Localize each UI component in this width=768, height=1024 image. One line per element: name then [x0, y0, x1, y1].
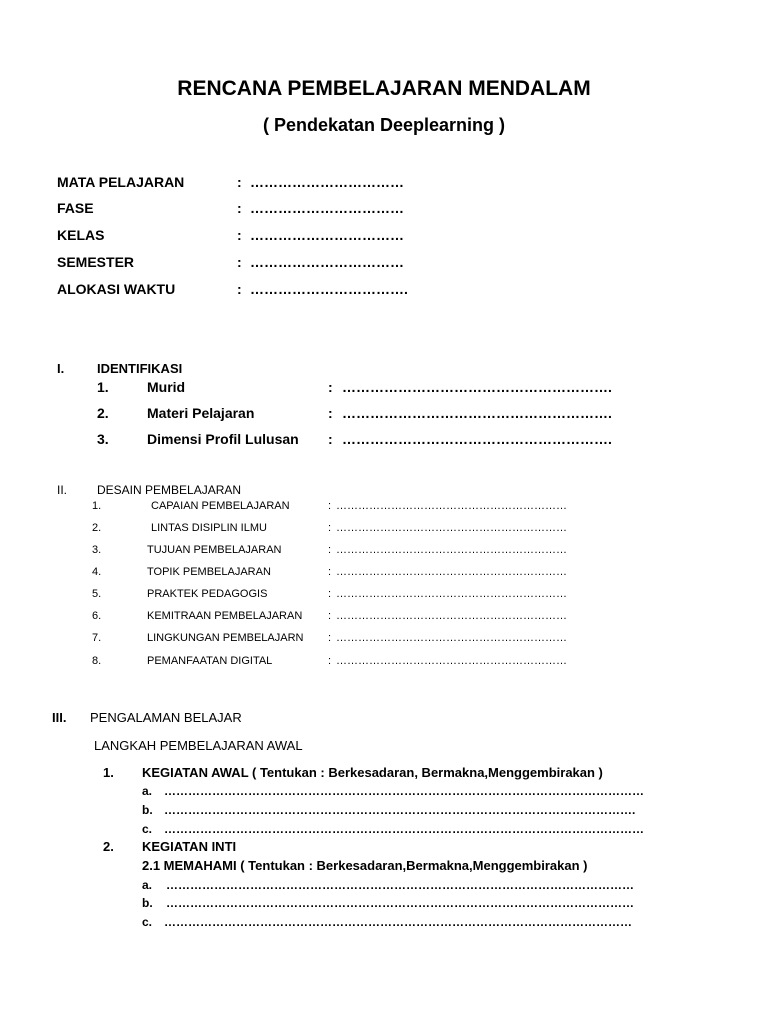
item-colon: :	[328, 566, 332, 578]
item-number: 2.	[92, 522, 102, 534]
item-label: CAPAIAN PEMBELAJARAN	[151, 500, 290, 512]
item-label: LINTAS DISIPLIN ILMU	[151, 522, 267, 534]
document-title: RENCANA PEMBELAJARAN MENDALAM	[177, 77, 591, 100]
item-number: 3.	[92, 544, 102, 556]
item-label: TUJUAN PEMBELAJARAN	[147, 544, 282, 556]
line-dots: …………………………………………………………………………………………………………	[164, 784, 644, 798]
info-value: ……………………………	[250, 227, 404, 243]
kegiatan-heading: KEGIATAN INTI	[142, 839, 237, 854]
item-value: ………………………………………………………	[336, 544, 567, 556]
info-value: ……………………………	[250, 174, 404, 190]
section-number: I.	[57, 361, 65, 376]
info-colon: :	[237, 227, 242, 243]
line-letter: a.	[142, 878, 153, 892]
section-number: III.	[52, 710, 67, 725]
item-value: ………………………………………………….	[342, 379, 612, 395]
item-value: ………………………………………………………	[336, 588, 567, 600]
line-dots: ………………………………………………………………………………………………………	[164, 915, 632, 929]
item-label: TOPIK PEMBELAJARAN	[147, 566, 271, 578]
info-label: MATA PELAJARAN	[57, 174, 185, 190]
info-label: KELAS	[57, 227, 105, 243]
info-value: ……………………………	[250, 254, 404, 270]
item-number: 1.	[97, 379, 109, 395]
line-letter: b.	[142, 803, 153, 817]
line-dots: ………………………………………………………………………………………………………	[166, 896, 634, 910]
item-value: ………………………………………………………	[336, 655, 567, 667]
document-subtitle: ( Pendekatan Deeplearning )	[262, 115, 506, 135]
item-value: ………………………………………………………	[336, 610, 567, 622]
kegiatan-number: 1.	[103, 765, 114, 780]
item-number: 5.	[92, 588, 102, 600]
item-value: ………………………………………………………	[336, 566, 567, 578]
item-colon: :	[328, 610, 332, 622]
line-dots: ……………………………………………………………………………………………………….	[164, 803, 636, 817]
line-dots: ………………………………………………………………………………………………………	[166, 878, 634, 892]
item-value: ………………………………………………………	[336, 632, 567, 644]
info-label: SEMESTER	[57, 254, 135, 270]
item-value: ………………………………………………….	[342, 431, 612, 447]
item-colon: :	[328, 405, 333, 421]
item-number: 7.	[92, 632, 102, 644]
line-letter: a.	[142, 784, 153, 798]
line-letter: b.	[142, 896, 153, 910]
info-label: FASE	[57, 200, 94, 216]
item-label: KEMITRAAN PEMBELAJARAN	[147, 610, 303, 622]
info-colon: :	[237, 281, 242, 297]
item-value: ………………………………………………………	[336, 500, 567, 512]
section-title: PENGALAMAN BELAJAR	[90, 710, 242, 725]
item-value: ………………………………………………………	[336, 522, 567, 534]
item-value: ………………………………………………….	[342, 405, 612, 421]
item-number: 2.	[97, 405, 109, 421]
item-number: 3.	[97, 431, 109, 447]
kegiatan-number: 2.	[103, 839, 114, 854]
info-value: …………………………….	[250, 281, 408, 297]
info-colon: :	[237, 200, 242, 216]
info-colon: :	[237, 174, 242, 190]
item-colon: :	[328, 544, 332, 556]
item-label: PEMANFAATAN DIGITAL	[147, 655, 273, 667]
item-number: 8.	[92, 655, 102, 667]
line-dots: …………………………………………………………………………………………………………	[164, 822, 644, 836]
item-label: PRAKTEK PEDAGOGIS	[147, 588, 268, 600]
info-value: ……………………………	[250, 200, 404, 216]
info-label: ALOKASI WAKTU	[57, 281, 176, 297]
item-colon: :	[328, 632, 332, 644]
section-number: II.	[57, 483, 68, 497]
kegiatan-heading: KEGIATAN AWAL ( Tentukan : Berkesadaran, Bermakna,Menggembirakan )	[142, 765, 603, 780]
section-subheading: LANGKAH PEMBELAJARAN AWAL	[94, 738, 303, 753]
info-colon: :	[237, 254, 242, 270]
item-number: 1.	[92, 500, 102, 512]
item-colon: :	[328, 431, 333, 447]
item-label: Dimensi Profil Lulusan	[147, 431, 299, 447]
item-number: 6.	[92, 610, 102, 622]
kegiatan-subheading: 2.1 MEMAHAMI ( Tentukan : Berkesadaran,Bermakna,Menggembirakan )	[142, 858, 588, 873]
item-number: 4.	[92, 566, 102, 578]
line-letter: c.	[142, 915, 153, 929]
item-colon: :	[328, 379, 333, 395]
item-colon: :	[328, 522, 332, 534]
section-title: DESAIN PEMBELAJARAN	[97, 483, 242, 497]
item-label: LINGKUNGAN PEMBELAJARN	[147, 632, 304, 644]
item-colon: :	[328, 655, 332, 667]
item-label: Materi Pelajaran	[147, 405, 255, 421]
item-colon: :	[328, 588, 332, 600]
item-colon: :	[328, 500, 332, 512]
section-title: IDENTIFIKASI	[97, 361, 183, 376]
line-letter: c.	[142, 822, 153, 836]
item-label: Murid	[147, 379, 186, 395]
